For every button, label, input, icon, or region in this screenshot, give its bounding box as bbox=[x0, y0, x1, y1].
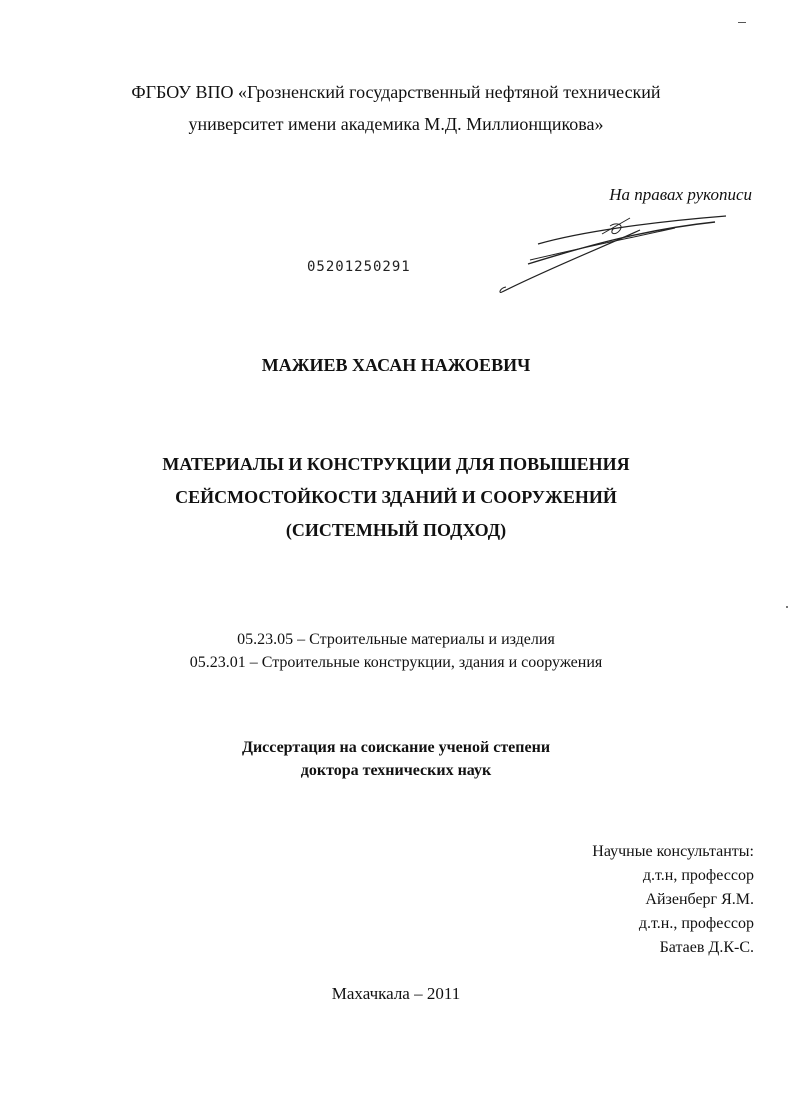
catalog-code: 05201250291 bbox=[307, 259, 411, 275]
specialty-codes bbox=[0, 628, 792, 674]
specialty-line: 05.23.05 – Строительные материалы и изделия bbox=[237, 631, 555, 648]
scan-mark bbox=[786, 606, 788, 608]
consultant-line: Батаев Д.К-С. bbox=[659, 939, 754, 956]
consultant-line: д.т.н, профессор bbox=[642, 867, 754, 884]
author-name: МАЖИЕВ ХАСАН НАЖОЕВИЧ bbox=[261, 355, 531, 375]
scan-mark bbox=[738, 22, 746, 23]
consultants-heading: Научные консультанты: bbox=[592, 843, 754, 860]
title-line-1: МАТЕРИАЛЫ И КОНСТРУКЦИИ ДЛЯ ПОВЫШЕНИЯ bbox=[162, 454, 630, 474]
consultant-line: д.т.н., профессор bbox=[638, 915, 754, 932]
manuscript-rights-note: На правах рукописи bbox=[609, 185, 752, 204]
place-and-year: Махачкала – 2011 bbox=[331, 984, 461, 1003]
title-line-2: СЕЙСМОСТОЙКОСТИ ЗДАНИЙ И СООРУЖЕНИЙ bbox=[175, 487, 617, 507]
title-line-3: (СИСТЕМНЫЙ ПОДХОД) bbox=[285, 520, 507, 540]
institution-header bbox=[0, 76, 792, 140]
handwritten-signature bbox=[490, 208, 740, 303]
consultant-line: Айзенберг Я.М. bbox=[645, 891, 754, 908]
degree-line-2: доктора технических наук bbox=[300, 762, 492, 779]
degree-statement bbox=[0, 736, 792, 782]
institution-line-1: ФГБОУ ВПО «Грозненский государственный нефтяной технический bbox=[131, 82, 661, 102]
specialty-line: 05.23.01 – Строительные конструкции, здания и сооружения bbox=[189, 654, 603, 671]
scientific-consultants bbox=[592, 840, 754, 960]
degree-line-1: Диссертация на соискание ученой степени bbox=[241, 739, 551, 756]
dissertation-title bbox=[0, 448, 792, 547]
institution-line-2: университет имени академика М.Д. Миллионщикова» bbox=[188, 114, 604, 134]
